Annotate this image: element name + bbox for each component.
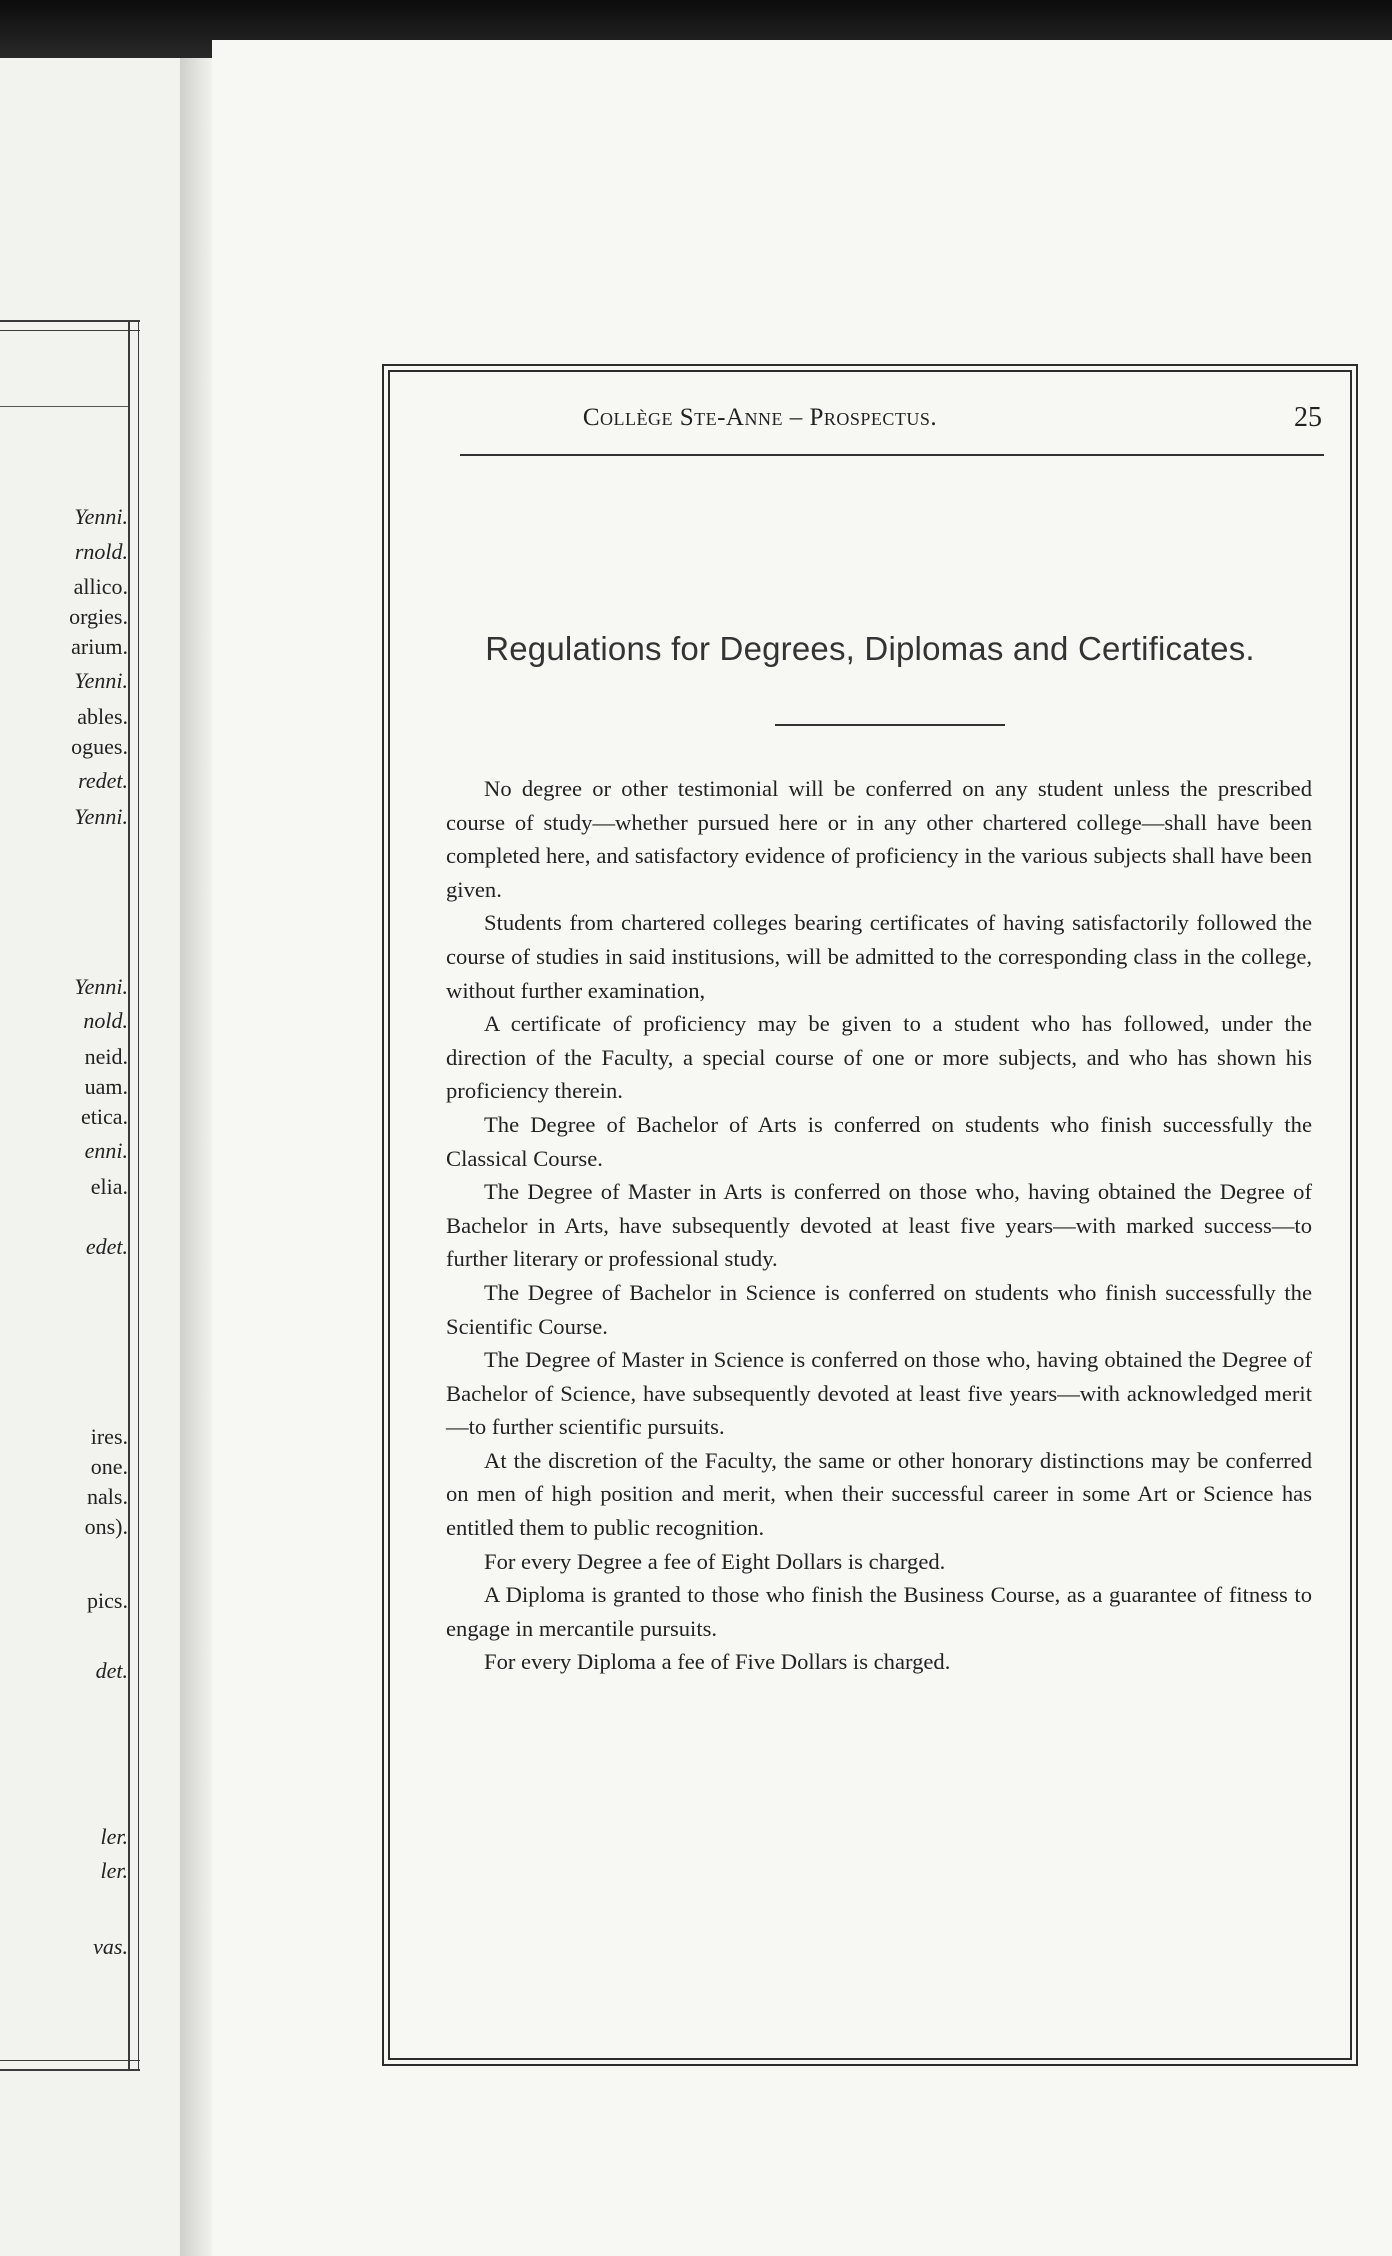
facing-page-frame-top	[0, 320, 140, 331]
facing-page-fragment: rnold.	[74, 539, 128, 564]
running-head: Collège Ste-Anne – Prospectus.	[582, 404, 938, 431]
facing-page-fragment: ler.	[100, 1858, 128, 1883]
facing-page-fragment: nold.	[83, 1008, 128, 1033]
facing-page-fragment: orgies.	[69, 604, 128, 629]
paragraph: Students from chartered colleges bearing certificates of having satisfactorily followed the course of studies in said institusions, will be admitted to the corresponding class in the college, without further examination,	[446, 910, 1312, 1003]
facing-page-fragment: allico.	[73, 574, 128, 599]
facing-page-fragment: ogues.	[71, 734, 128, 759]
paragraph: A Diploma is granted to those who finish the Business Course, as a guarantee of fitness to engage in mercantile pursuits.	[446, 1582, 1312, 1641]
paragraph: The Degree of Master in Science is conferred on those who, having obtained the Degree of Bachelor of Science, have subsequently devoted at least five years—with acknowledged merit—to further scientific pursuits.	[446, 1347, 1312, 1440]
facing-page	[0, 58, 190, 2256]
paragraph: No degree or other testimonial will be conferred on any student unless the prescribed course of study—whether pursued here or in any other chartered college—shall have been completed here, and satisfactory evidence of proficiency in the various subjects shall have been given.	[446, 776, 1312, 902]
page	[212, 40, 1392, 2256]
title-rule	[775, 724, 1005, 726]
paragraph: The Degree of Bachelor in Science is conferred on students who finish successfully the Scientific Course.	[446, 1279, 1312, 1339]
facing-page-header-rule	[0, 406, 128, 407]
page-number: 25	[1294, 402, 1322, 433]
facing-page-fragment: redet.	[78, 768, 128, 793]
facing-page-fragment: ons).	[84, 1514, 128, 1539]
facing-page-fragment: edet.	[85, 1234, 128, 1259]
facing-page-fragment: Yenni.	[74, 804, 128, 829]
facing-page-fragment: Yenni.	[74, 504, 128, 529]
paragraph: For every Diploma a fee of Five Dollars is charged.	[484, 1649, 951, 1675]
header-rule	[460, 454, 1324, 456]
paragraph: At the discretion of the Faculty, the same or other honorary distinctions may be conferred on men of high position and merit, when their successful career in some Art or Science has entitled them to public recognition.	[446, 1447, 1312, 1541]
body-text	[446, 772, 1312, 1679]
paragraph: For every Degree a fee of Eight Dollars is charged.	[484, 1548, 946, 1574]
paragraph: The Degree of Master in Arts is conferred on those who, having obtained the Degree of Bachelor in Arts, have subsequently devoted at least five years—with marked success—to further literary or professional study.	[446, 1179, 1312, 1272]
facing-page-fragment: det.	[95, 1658, 128, 1683]
facing-page-fragment: arium.	[71, 634, 128, 659]
facing-page-fragment: elia.	[90, 1174, 128, 1199]
paragraph: The Degree of Bachelor of Arts is conferred on students who finish successfully the Classical Course.	[446, 1111, 1312, 1171]
facing-page-fragment: nals.	[87, 1484, 128, 1509]
facing-page-fragment: pics.	[87, 1588, 128, 1613]
facing-page-fragment: enni.	[84, 1138, 128, 1163]
paragraph: A certificate of proficiency may be given to a student who has followed, under the direction of the Faculty, a special course of one or more subjects, and who has shown his proficiency therein.	[446, 1011, 1312, 1104]
facing-page-fragment: etica.	[80, 1104, 128, 1129]
facing-page-fragment: neid.	[84, 1044, 128, 1069]
facing-page-frame-right	[128, 320, 139, 2070]
facing-page-fragment: ires.	[90, 1424, 128, 1449]
facing-page-fragment: vas.	[93, 1934, 128, 1959]
facing-page-fragment: one.	[90, 1454, 128, 1479]
facing-page-frame-bottom	[0, 2060, 140, 2071]
facing-page-fragment: Yenni.	[74, 668, 128, 693]
section-title: Regulations for Degrees, Diplomas and Certificates.	[485, 630, 1255, 667]
facing-page-fragment: Yenni.	[74, 974, 128, 999]
page-border-frame	[388, 370, 1352, 2060]
facing-page-fragment: ables.	[77, 704, 128, 729]
facing-page-fragment: uam.	[84, 1074, 128, 1099]
facing-page-fragment: ler.	[100, 1824, 128, 1849]
